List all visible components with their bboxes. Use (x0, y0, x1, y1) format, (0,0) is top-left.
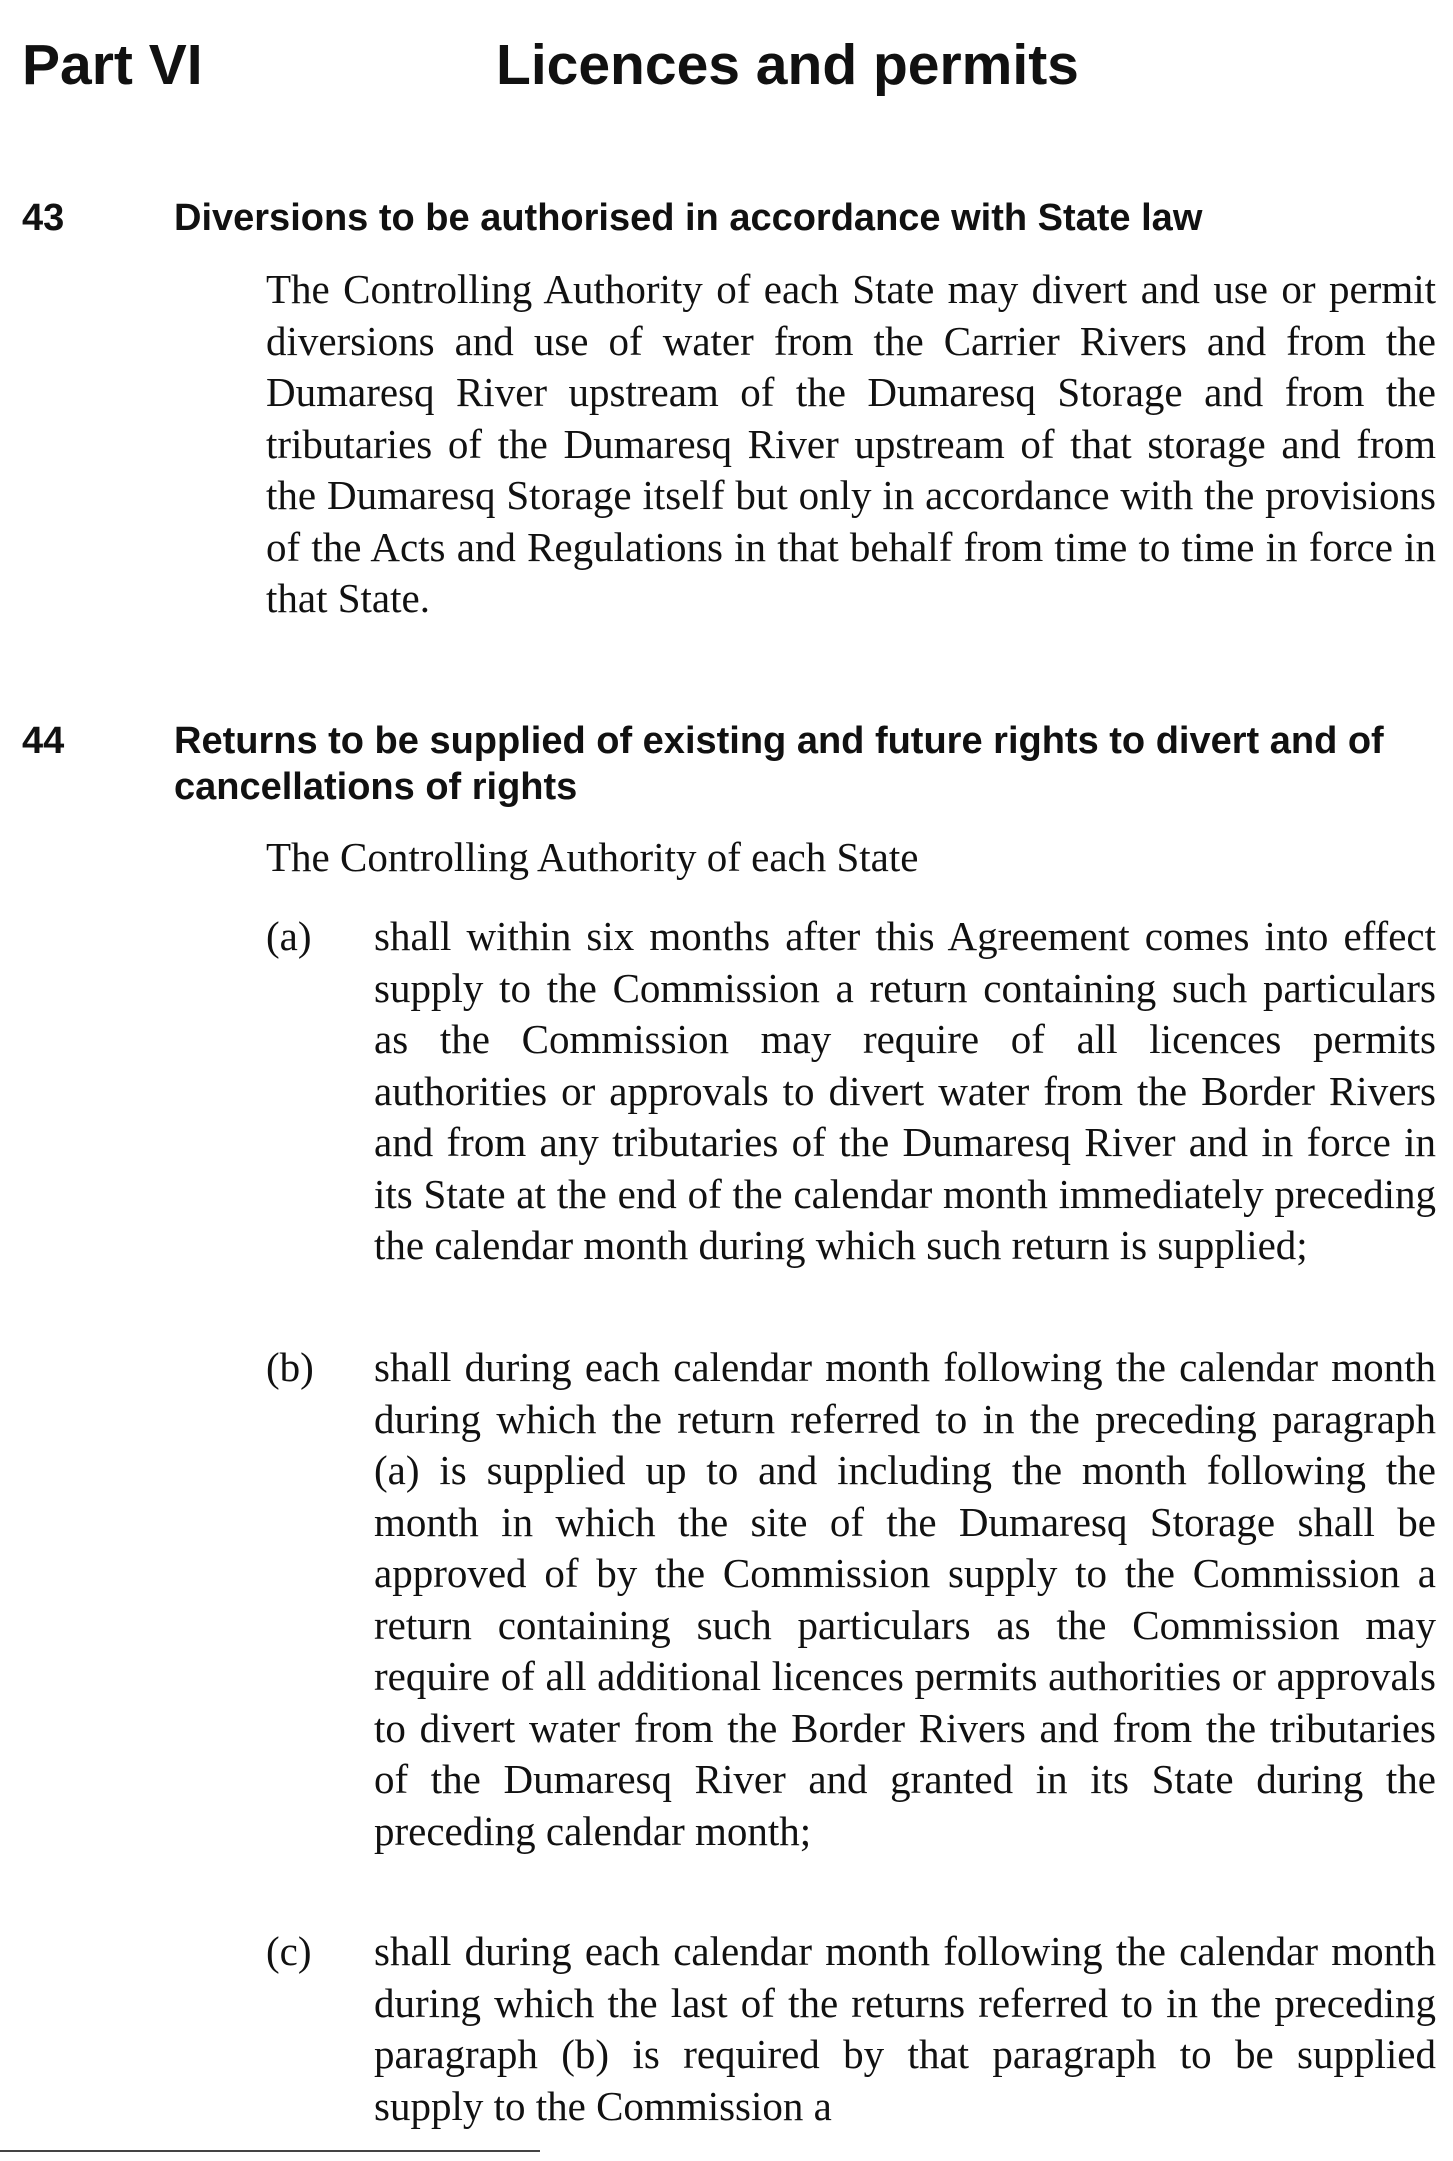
section-44-heading: Returns to be supplied of existing and future rights to divert and of cancellations of rights (174, 720, 1384, 808)
section-44-paragraph-a-label: (a) (266, 913, 312, 959)
section-44-paragraph-c-label: (c) (266, 1928, 312, 1974)
section-44-number: 44 (22, 720, 65, 762)
section-43-number: 43 (22, 197, 65, 239)
footer-rule (0, 2150, 540, 2152)
section-43-body: The Controlling Authority of each State may divert and use or permit diversions and use of water from the Carrier Rivers and from the Dumaresq River upstream of the Dumaresq Storage and from the tributaries of the Dumaresq River upstream of that storage and from the Dumaresq Storage itself but only in accordance with the provisions of the Acts and Regulations in that behalf from time to time in force in that State. (266, 266, 1436, 621)
section-44-paragraph-a-text: shall within six months after this Agreement comes into effect supply to the Commission a return containing such particulars as the Commission may require of all licences permits authorities or approvals to divert water from the Border Rivers and from any tributaries of the Dumaresq River and in force in its State at the end of the calendar month immediately preceding the calendar month during which such return is supplied; (374, 913, 1436, 1268)
section-44-intro: The Controlling Authority of each State (266, 834, 919, 880)
section-44-paragraph-b-label: (b) (266, 1344, 314, 1390)
part-label: Part VI (22, 33, 203, 97)
part-title: Licences and permits (496, 33, 1079, 97)
section-44-paragraph-b-text: shall during each calendar month following the calendar month during which the return referred to in the preceding paragraph (a) is supplied up to and including the month following the month in which the site of the Dumaresq Storage shall be approved of by the Commission supply to the Commission a return containing such particulars as the Commission may require of all additional licences permits authorities or approvals to divert water from the Border Rivers and from the tributaries of the Dumaresq River and granted in its State during the preceding calendar month; (374, 1344, 1436, 1854)
section-43-heading: Diversions to be authorised in accordance with State law (174, 197, 1203, 239)
section-44-paragraph-c-text: shall during each calendar month following the calendar month during which the last of the returns referred to in the preceding paragraph (b) is required by that paragraph to be supplied supply to the Commission a (374, 1928, 1436, 2129)
